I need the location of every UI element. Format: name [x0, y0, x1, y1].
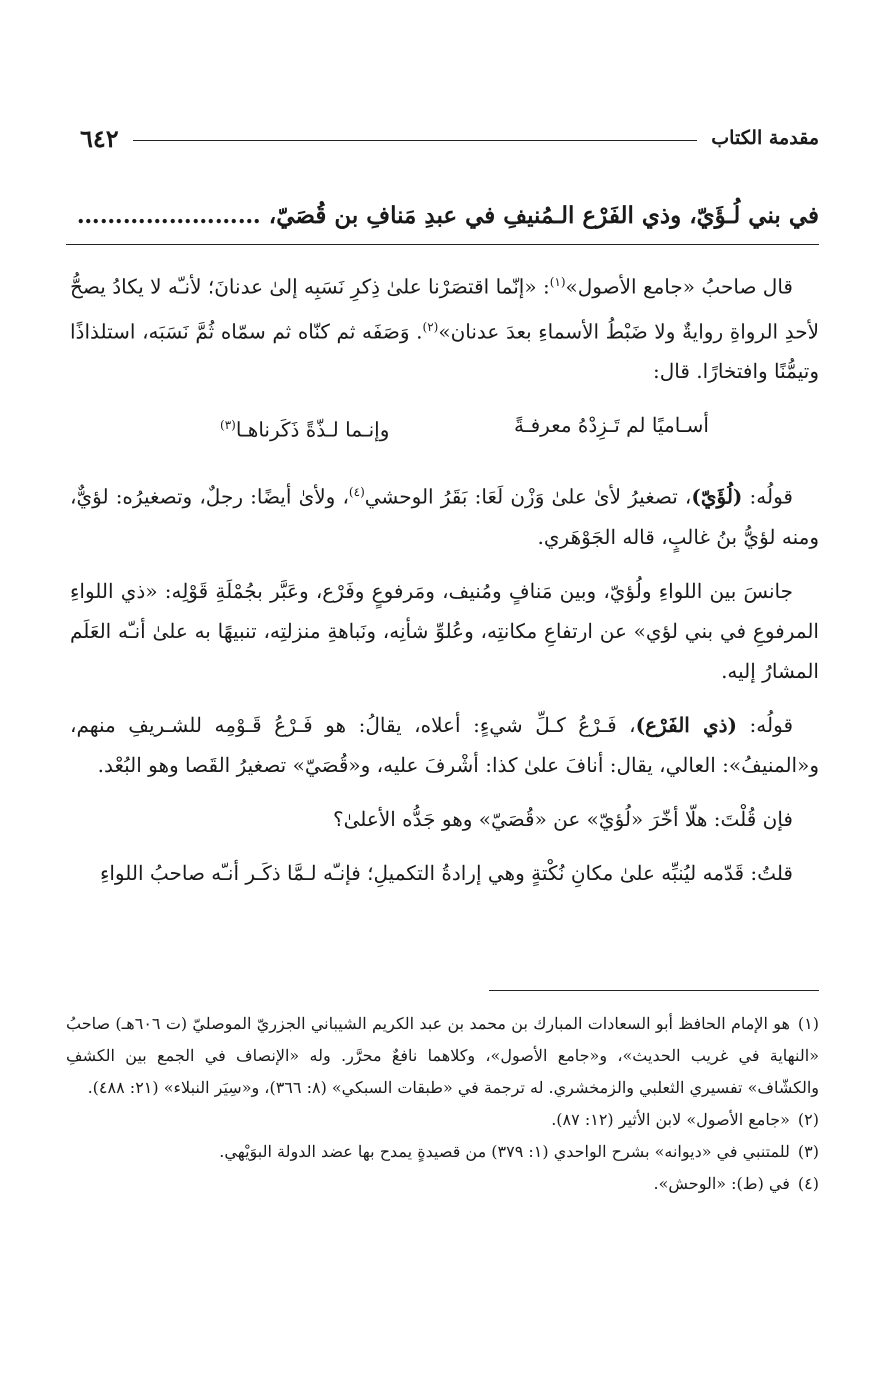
verse-second-hemistich: [220, 405, 389, 450]
footnote-1-text: هو الإمام الحافظ أبو السعادات المبارك بن محمد بن عبد الكريم الشيباني الجزريّ الموصليّ (ت ٦٠٦هـ) صاحبُ «النهاية في غريب الحديث»، و«جامع الأصول»، وكلاهما نافعٌ محرَّر. وله «الإنصاف في الجمع بين الكشفِ والكشّاف» تفسيري الثعلبي والزمخشري. له ترجمة في «طبقات السبكي» (٨: ٣٦٦)، و«سِيَر النبلاء» (٢١: ٤٨٨).: [66, 1014, 819, 1097]
paragraph-2-part-b: ، ولأىٰ أيضًا: رجلٌ، وتصغيرُه: لؤيٌّ، ومنه لؤيُّ بنُ غالبٍ، قاله الجَوْهَري.: [70, 484, 819, 549]
commentary-body: [70, 262, 819, 907]
footnote-3-text: للمتنبي في «ديوانه» بشرح الواحدي (١: ٣٧٩) من قصيدةٍ يمدح بها عضد الدولة البوَيْهي.: [219, 1142, 790, 1161]
verse-first-hemistich: أسـاميًا لم تَـزِدْهُ معرفـةً: [514, 413, 709, 438]
paragraph-4-lead: قولُه:: [737, 712, 794, 737]
paragraph-5: فإن قُلْتَ: هلّا أخّرَ «لُؤيّ» عن «قُصَيّ» وهو جَدُّه الأعلىٰ؟: [333, 806, 793, 831]
footnote-ref-2[interactable]: (٢): [422, 319, 439, 334]
footnotes: [66, 1008, 819, 1200]
footnote-2-number: (٢): [797, 1110, 819, 1129]
footnote-4: [66, 1168, 819, 1200]
paragraph-2-part-a: ، تصغيرُ لأىٰ علىٰ وَزْن لَعَا: بَقَرُ الوحشي: [364, 484, 692, 509]
header-rule: [133, 140, 698, 141]
footnote-ref-1[interactable]: (١): [549, 275, 566, 289]
paragraph-4-text: ، فَـرْعُ كـلِّ شيءٍ: أعلاه، يقالُ: هو فَـرْعُ قَـوْمِه للشـريفِ منهم، و«المنيفُ»: العالي، يقال: أنافَ علىٰ كذا: أشْرفَ عليه، و«قُصَيّ» تصغيرُ القَصا وهو البُعْد.: [70, 712, 819, 777]
paragraph-4: [70, 705, 819, 785]
running-header: [80, 118, 819, 158]
footnote-ref-4[interactable]: (٤): [348, 484, 365, 499]
matn-line: في بني لُـؤَيّ، وذي الفَرْع الـمُنيفِ في عبدِ مَنافِ بن قُصَيّ، ……………………: [76, 202, 819, 229]
footnote-1: [66, 1008, 819, 1104]
paragraph-2: [70, 472, 819, 557]
poetry-verse: [70, 405, 819, 450]
footnote-2-text: «جامع الأصول» لابن الأثير (١٢: ٨٧).: [551, 1110, 790, 1129]
verse-second-hemistich-text: وإنـما لـذّةً ذَكَرناهـا: [235, 417, 390, 442]
matn-rule: [66, 244, 819, 245]
footnote-2: [66, 1104, 819, 1136]
footnote-1-number: (١): [797, 1014, 819, 1033]
page-number: ٦٤٢: [80, 123, 119, 153]
paragraph-1-part-c: . وَصَفَه ثم كنّاه ثم سمّاه ثُمَّ نَسَبَه، استلذاذًا وتيمُّنًا وافتخارًا. قال:: [70, 319, 819, 384]
running-title: مقدمة الكتاب: [711, 127, 819, 149]
footnote-separator: [489, 990, 819, 991]
paragraph-3: جانسَ بين اللواءِ ولُؤيّ، وبين مَنافٍ ومُنيف، ومَرفوعٍ وفَرْع، وعَبَّر بجُمْلَةِ قَوْلِه: «ذي اللواءِ المرفوعِ في بني لؤي» عن ارتفاعِ مكانتِه، وعُلوِّ شأنِه، ونَباهةِ منزلتِه، تنبيهًا به علىٰ أنـّه العَلَم المشارُ إليه.: [70, 578, 819, 683]
footnote-4-text: في (ط): «الوحش».: [653, 1174, 790, 1193]
paragraph-2-lead: قولُه:: [742, 484, 793, 509]
paragraph-1: [70, 262, 819, 391]
footnote-ref-3[interactable]: (٣): [220, 418, 236, 433]
footnote-3-number: (٣): [797, 1142, 819, 1161]
paragraph-1-part-a: قال صاحبُ «جامع الأصول»: [565, 274, 793, 299]
paragraph-4-term: (ذي الفَرْع): [635, 712, 738, 737]
footnote-4-number: (٤): [797, 1174, 819, 1193]
paragraph-2-term: (لُؤَيّ): [691, 484, 743, 509]
paragraph-6: قلتُ: قَدّمه ليُنبِّه علىٰ مكانِ نُكْتةٍ وهي إرادةُ التكميلِ؛ فإنـّه لـمَّا ذكَـر أنـّه صاحبُ اللواءِ: [99, 860, 793, 885]
paragraph-1-part-b: : «إنّما اقتصَرْنا علىٰ ذِكرِ نَسَبِه إلىٰ عدنانَ؛ لأنـّه لا يكادُ يصحُّ لأحدِ الرواةِ روايةٌ ولا ضَبْطُ الأسماءِ بعدَ عدنان»: [70, 274, 819, 344]
footnote-3: [66, 1136, 819, 1168]
